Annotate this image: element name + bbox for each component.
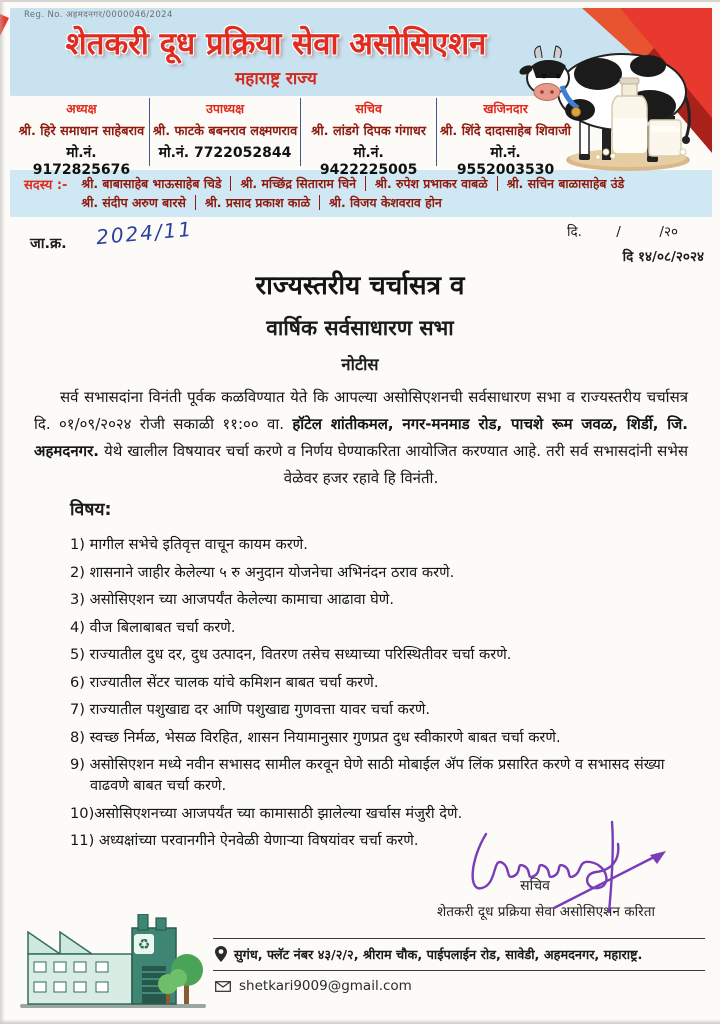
officer-phone: मो.नं. 9172825676	[32, 145, 131, 178]
cow-milk-illustration	[510, 26, 706, 178]
agenda-item-7: 7) राज्यातील पशुखाद्य दर आणि पशुखाद्य गुणवत्ता यावर चर्चा करणे.	[70, 701, 431, 718]
scan-edge	[0, 0, 5, 1024]
organization-subtitle: महाराष्ट्र राज्य	[235, 69, 317, 89]
officer-name: श्री. शिंदे दादासाहेब शिवाजी	[440, 124, 572, 139]
agenda-heading: विषय:	[70, 500, 112, 520]
officers-row	[14, 98, 574, 178]
agenda-item-10: 10)असोसिएशनच्या आजपर्यंत च्या कामासाठी झालेल्या खर्चास मंजुरी देणे.	[70, 804, 463, 822]
officer-name: श्री. हिरे समाधान साहेबराव	[18, 124, 145, 139]
scan-edge	[0, 1019, 720, 1024]
officer-name: श्री. फाटके बबनराव लक्ष्मणराव	[152, 124, 298, 139]
scan-edge	[0, 0, 720, 2]
member-name: श्री. रुपेश प्रभाकर वाबळे	[365, 176, 497, 191]
officer-phone: मो.नं. 7722052844	[158, 145, 292, 161]
member-name: श्री. विजय केशवराव होन	[319, 195, 451, 210]
venue-bold-text: हॉटेल शांतीकमल, नगर-मनमाड रोड, पाचशे रूम जवळ, शिर्डी, जि. अहमदनगर.	[34, 415, 688, 460]
members-label: सदस्य :-	[24, 178, 68, 193]
member-name: श्री. प्रसाद प्रकाश काळे	[195, 195, 319, 210]
email-row	[213, 971, 705, 994]
outward-number-handwritten: 2024/11	[95, 216, 194, 250]
officer-president	[14, 98, 149, 178]
signatory-title: सचिव	[520, 878, 550, 894]
notice-date: दि १४/०८/२०२४	[622, 249, 704, 265]
officer-role: अध्यक्ष	[66, 101, 97, 116]
body-text: येथे खालील विषयावर चर्चा करणे व निर्णय घेण्याकरिता आयोजित करण्यात आहे. तरी सर्व सभासदांनी सभेस वेळेवर हजर रहावे हि विनंती.	[98, 442, 688, 487]
agenda-item-8: 8) स्वच्छ निर्मळ, भेसळ विरहित, शासन नियामानुसार गुणप्रत दुध स्वीकारणे बाबत चर्चा करणे.	[70, 728, 561, 746]
location-pin-icon	[215, 946, 227, 962]
svg-text:♻: ♻	[137, 937, 151, 953]
officer-phone: मो.नं. 9552003530	[456, 145, 555, 178]
officer-role: उपाध्यक्ष	[205, 101, 245, 116]
members-line-2	[81, 193, 633, 212]
signature-for-line: शेतकरी दूध प्रक्रिया सेवा असोसिएशन करिता	[437, 904, 655, 920]
member-name: श्री. सचिन बाळासाहेब उंडे	[497, 176, 634, 191]
agenda-item-1: 1) मागील सभेचे इतिवृत्त वाचून कायम करणे.	[70, 536, 308, 553]
officer-name: श्री. लांडगे दिपक गंगाधर	[311, 124, 426, 139]
agenda-list	[70, 534, 678, 858]
notice-body-paragraph	[34, 384, 688, 492]
agenda-item-11: 11) अध्यक्षांच्या परवानगीने ऐनवेळी येणाऱ्या विषयांवर चर्चा करणे.	[70, 832, 419, 849]
notice-title-line2: वार्षिक सर्वसाधारण सभा	[266, 316, 454, 340]
officer-vice-president	[149, 98, 300, 166]
body-text: सर्व सभासदांना विनंती पूर्वक कळविण्यात येते कि आपल्या असोसिएशनची सर्वसाधारण सभा व राज्यस्तरीय चर्चासत्र दि. ०१/०९/२०२४ रोजी सकाळी ११:०० वा.	[34, 388, 688, 433]
officer-phone: मो.नं. 9422225005	[319, 145, 418, 178]
registration-number: Reg. No. अहमदनगर/0000046/2024	[24, 10, 173, 20]
footer-contact-block	[213, 938, 705, 994]
outward-number-label: जा.क्र.	[30, 236, 67, 252]
notice-title-line1: राज्यस्तरीय चर्चासत्र व	[255, 271, 465, 301]
notice-title-line3: नोटीस	[341, 355, 379, 374]
agenda-item-3: 3) असोसिएशन च्या आजपर्यंत केलेल्या कामाचा आढावा घेणे.	[70, 591, 395, 608]
member-name: श्री. मच्छिंद्र सिताराम चिने	[230, 176, 365, 191]
agenda-item-9: 9) असोसिएशन मध्ये नवीन सभासद सामील करवून घेणे साठी मोबाईल ॲप लिंक प्रसारित करणे व सभासद संख्या वाढवणे बाबत चर्चा करणे.	[70, 756, 665, 794]
agenda-item-4: 4) वीज बिलाबाबत चर्चा करणे.	[70, 618, 236, 636]
organization-name: शेतकरी दूध प्रक्रिया सेवा असोसिएशन	[65, 26, 487, 62]
members-row	[24, 174, 706, 212]
officer-role: खजिनदार	[483, 101, 528, 116]
email-address: shetkari9009@gmail.com	[239, 978, 412, 994]
member-name: श्री. संदीप अरुण बारसे	[81, 195, 186, 210]
officer-secretary	[300, 98, 436, 178]
officer-role: सचिव	[355, 101, 382, 116]
factory-illustration	[16, 914, 212, 1016]
agenda-item-2: 2) शासनाने जाहीर केलेल्या ५ रु अनुदान योजनेचा अभिनंदन ठराव करणे.	[70, 563, 455, 581]
secretary-signature-scribble	[462, 818, 676, 918]
envelope-icon	[215, 981, 231, 992]
agenda-item-6: 6) राज्यातील सेंटर चालक यांचे कमिशन बाबत चर्चा करणे.	[70, 673, 379, 691]
agenda-item-5: 5) राज्यातील दुध दर, दुध उत्पादन, वितरण तसेच सध्याच्या परिस्थितीवर चर्चा करणे.	[70, 646, 512, 663]
address-row	[213, 938, 705, 971]
date-blank-line: दि. / /२०	[566, 224, 678, 240]
postal-address: सुगंध, फ्लॅट नंबर ४३/२/२, श्रीराम चौक, पाईपलाईन रोड, सावेडी, अहमदनगर, महाराष्ट्र.	[234, 948, 643, 963]
member-name: श्री. बाबासाहेब भाऊसाहेब चिडे	[81, 176, 222, 191]
